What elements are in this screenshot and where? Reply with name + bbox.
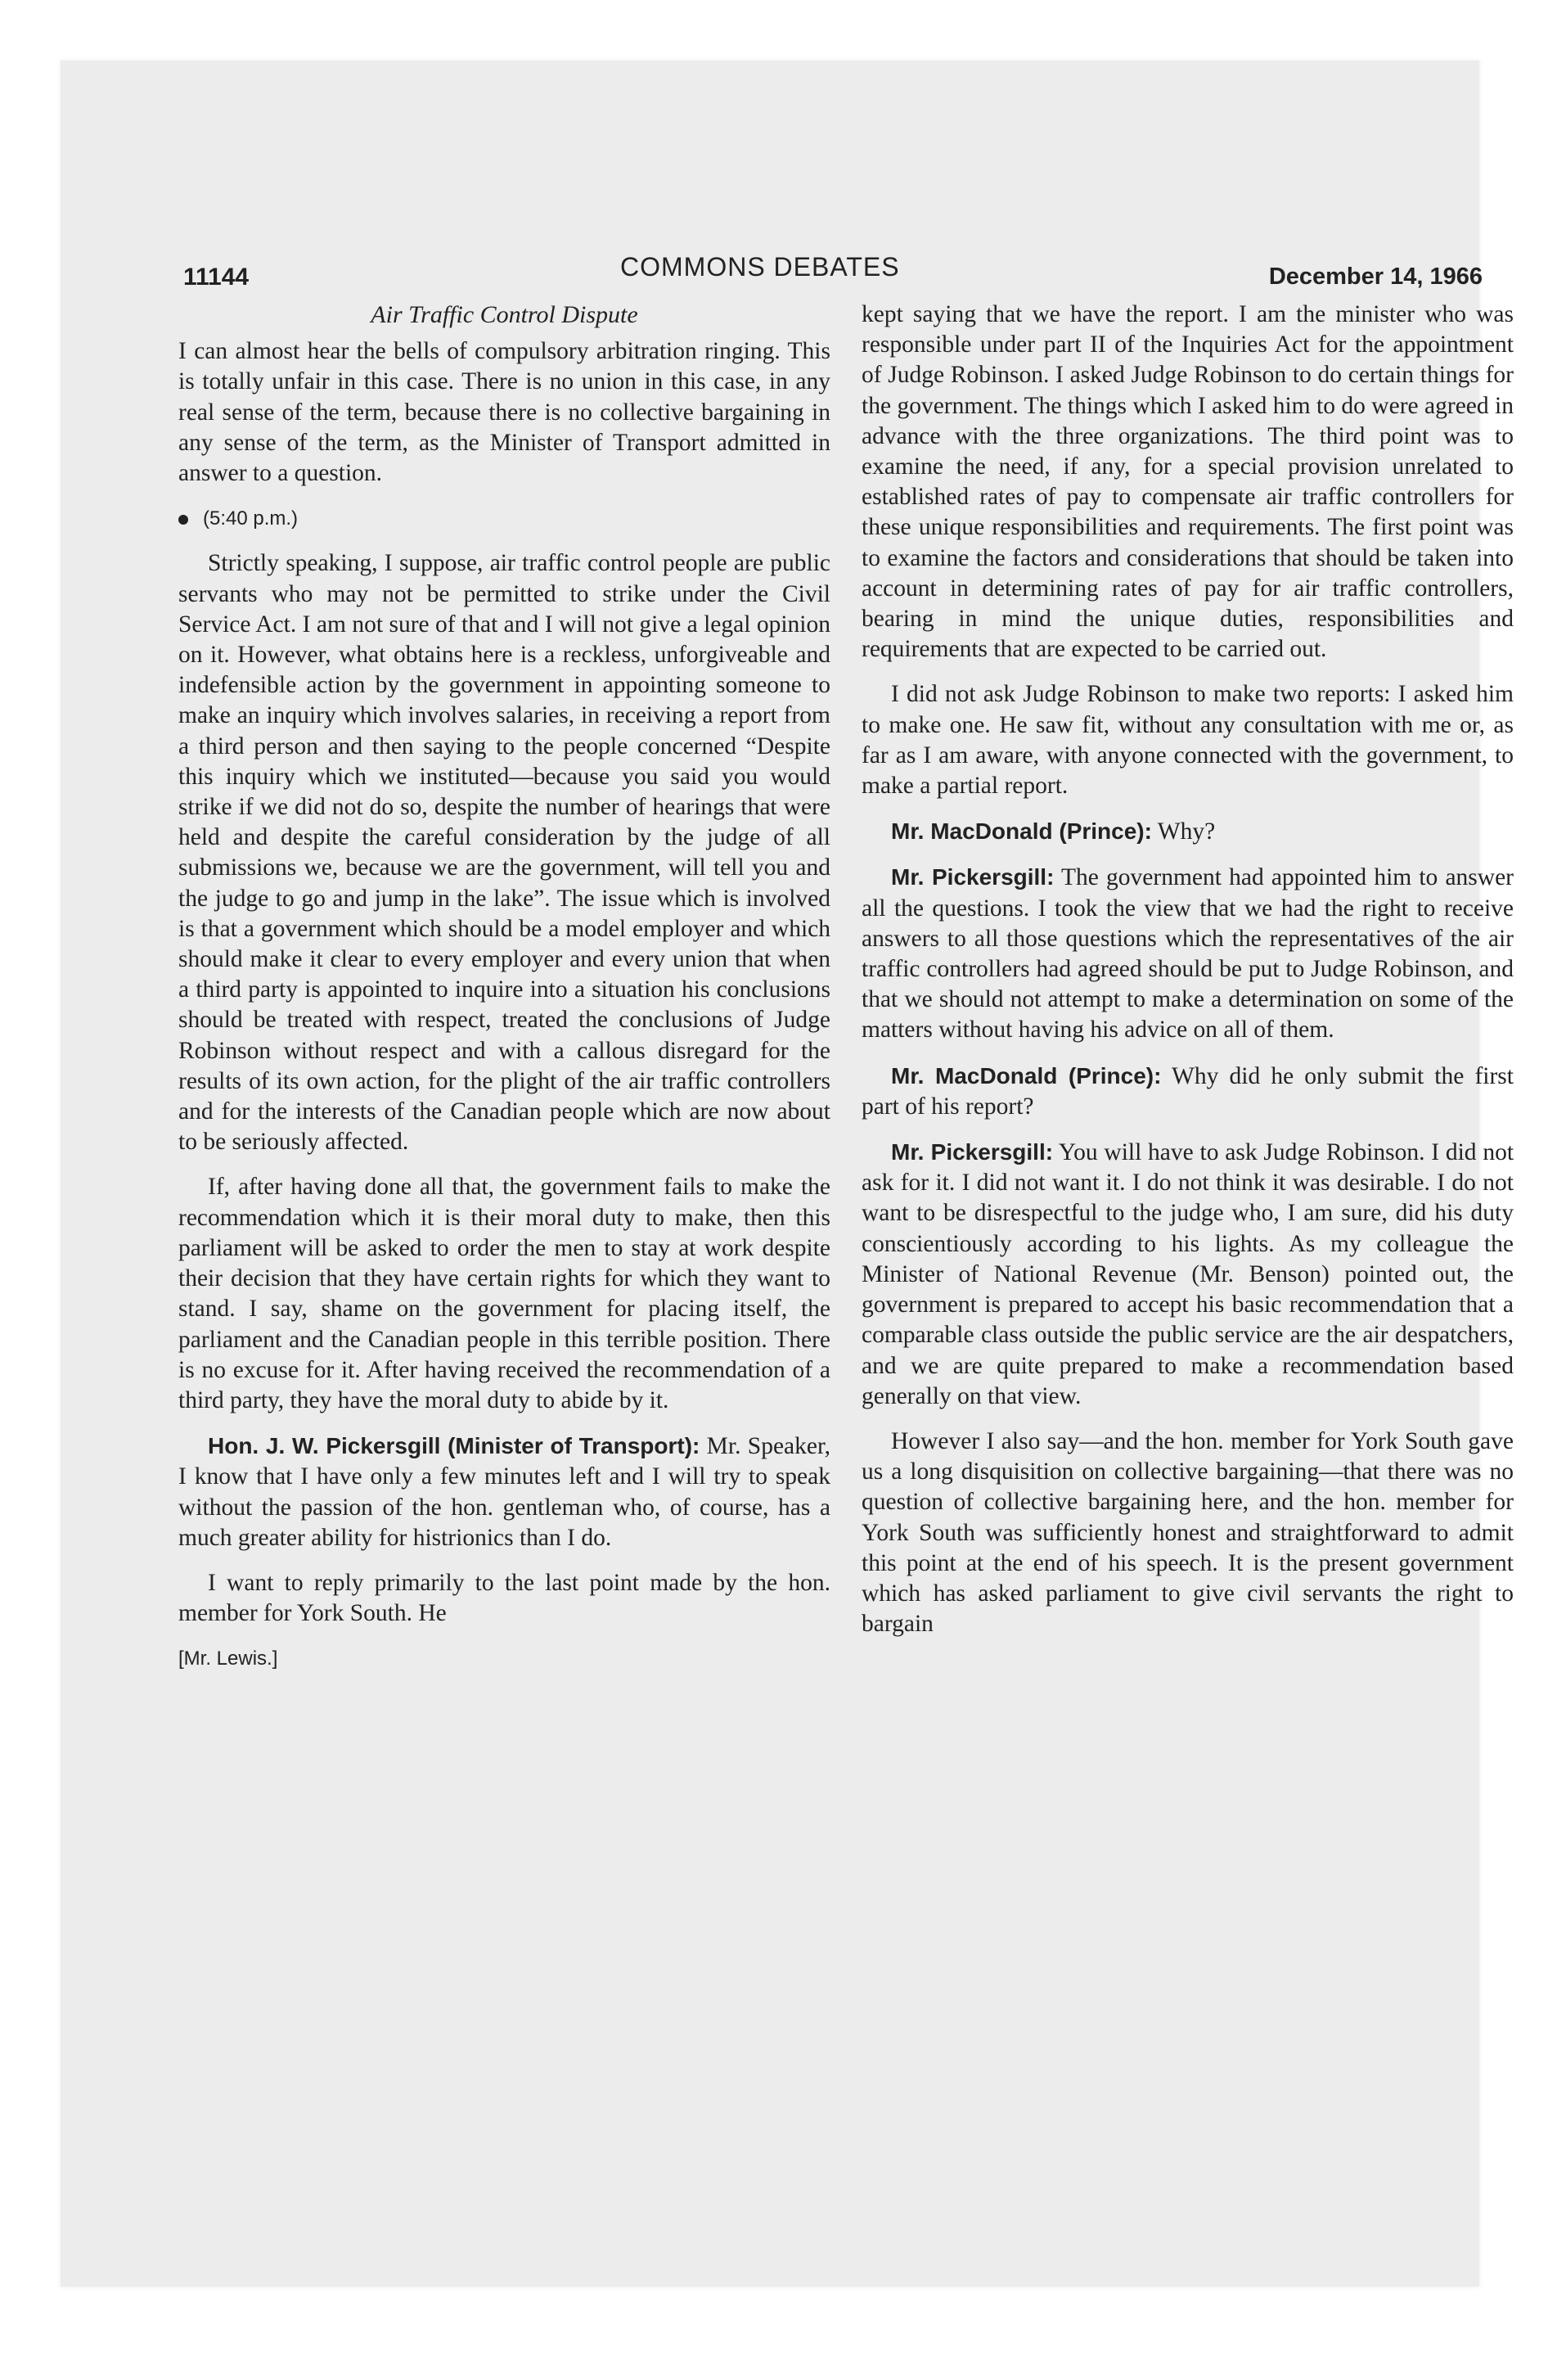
- speech-text: Why?: [1151, 818, 1216, 845]
- speech-paragraph: [862, 862, 1514, 1045]
- paragraph: However I also say—and the hon. member for York South gave us a long disquisition on collective bargaining—that there was no question of collective bargaining here, and the hon. member for York South was sufficiently honest and straightforward to admit this point at the end of his speech. It is the present government which has asked parliament to give civil servants the right to bargain: [862, 1427, 1514, 1638]
- speech-text: Mr. Speaker, I know that I have only a few minutes left and I will try to speak without the passion of the hon. gentleman who, of course, has a much greater ability for histrionics than I do.: [178, 1433, 830, 1551]
- paragraph: kept saying that we have the report. I am the minister who was responsible under part II of the Inquiries Act for the appointment of Judge Robinson. I asked Judge Robinson to do certain things for the government. The things which I asked him to do were agreed in advance with the three organizations. The third point was to examine the need, if any, for a special provision unrelated to established rates of pay to compensate air traffic controllers for these unique responsibilities and requirements. The first point was to examine the factors and considerations that should be taken into account in determining rates of pay for air traffic controllers, bearing in mind the unique duties, responsibilities and requirements that are expected to be carried out.: [862, 301, 1514, 663]
- speaker-name: Mr. MacDonald (Prince):: [891, 818, 1152, 845]
- speech-paragraph: [862, 1137, 1514, 1412]
- right-column: [862, 300, 1514, 1675]
- speech-paragraph: [862, 1061, 1514, 1122]
- speaker-name: Mr. MacDonald (Prince):: [891, 1062, 1162, 1089]
- speaker-name: Mr. Pickersgill:: [891, 864, 1055, 890]
- timestamp-text: (5:40 p.m.): [203, 507, 299, 530]
- paragraph: I can almost hear the bells of compulsory arbitration ringing. This is totally unfair in this case. There is no union in this case, in any real sense of the term, because there is no collective bargaining in any sense of the term, as the Minister of Transport admitted in answer to a question.: [178, 338, 830, 487]
- speech-paragraph: [178, 1431, 830, 1553]
- journal-title: COMMONS DEBATES: [620, 252, 900, 282]
- speech-paragraph: [862, 816, 1514, 847]
- speech-text: You will have to ask Judge Robinson. I did not ask for it. I did not want it. I do not think it was desirable. I do not want to be disrespectful to the judge who, I am sure, did his duty conscientiously according to his lights. As my colleague the Minister of National Revenue (Mr. Benson) pointed out, the government is prepared to accept his basic recommendation that a comparable class outside the public service are the air despatchers, and we are quite prepared to make a recommendation based generally on that view.: [862, 1139, 1514, 1409]
- text-columns: [178, 300, 1514, 1675]
- paragraph: Strictly speaking, I suppose, air traffic control people are public servants who may not be permitted to strike under the Civil Service Act. I am not sure of that and I will not give a legal opinion on it. However, what obtains here is a reckless, unforgiveable and indefensible action by the government in appointing someone to make an inquiry which involves salaries, in receiving a report from a third person and then saying to the people concerned “Despite this inquiry which we instituted—because you said you would strike if we did not do so, despite the number of hearings that were held and despite the careful consideration by the judge of all submissions we, because we are the government, will tell you and the judge to go and jump in the lake”. The issue which is involved is that a government which should be a model employer and which should make it clear to every employer and every union that when a third party is appointed to inquire into a situation his conclusions should be treated with respect, treated the conclusions of Judge Robinson without respect and with a callous disregard for the results of its own action, for the plight of the air traffic controllers and for the interests of the Canadian people which are now about to be seriously affected.: [178, 550, 830, 1156]
- paragraph: I want to reply primarily to the last point made by the hon. member for York South. He: [178, 1569, 830, 1627]
- issue-date: December 14, 1966: [1268, 264, 1483, 290]
- speech-text: Why did he only submit the first part of his report?: [862, 1062, 1514, 1120]
- footer-note: [Mr. Lewis.]: [178, 1648, 278, 1670]
- speech-text: The government had appointed him to answer all the questions. I took the view that we had the right to receive answers to all those questions which the representatives of the air traffic controllers had agreed should be put to Judge Robinson, and that we should not attempt to make a determination on some of the matters without having his advice on all of them.: [862, 864, 1514, 1044]
- left-column: [178, 300, 830, 1675]
- page-number: 11144: [183, 264, 250, 291]
- paragraph: I did not ask Judge Robinson to make two reports: I asked him to make one. He saw fit, without any consultation with me or, as far as I am aware, with anyone connected with the government, to make a partial report.: [862, 681, 1514, 800]
- page-content: [178, 192, 1514, 1670]
- speaker-name: Hon. J. W. Pickersgill (Minister of Transport):: [208, 1433, 700, 1459]
- running-head: [178, 192, 1514, 291]
- page-sheet: [61, 61, 1514, 2287]
- bullet-icon: [178, 515, 188, 525]
- speaker-name: Mr. Pickersgill:: [891, 1139, 1054, 1165]
- timestamp: [178, 503, 830, 534]
- paragraph: If, after having done all that, the government fails to make the recommendation which it is their moral duty to make, then this parliament will be asked to order the men to stay at work despite their decision that they have certain rights for which they want to stand. I say, shame on the government for placing itself, the parliament and the Canadian people in this terrible position. There is no excuse for it. After having received the recommendation of a third party, they have the moral duty to abide by it.: [178, 1174, 830, 1413]
- section-subhead: Air Traffic Control Dispute: [371, 301, 638, 328]
